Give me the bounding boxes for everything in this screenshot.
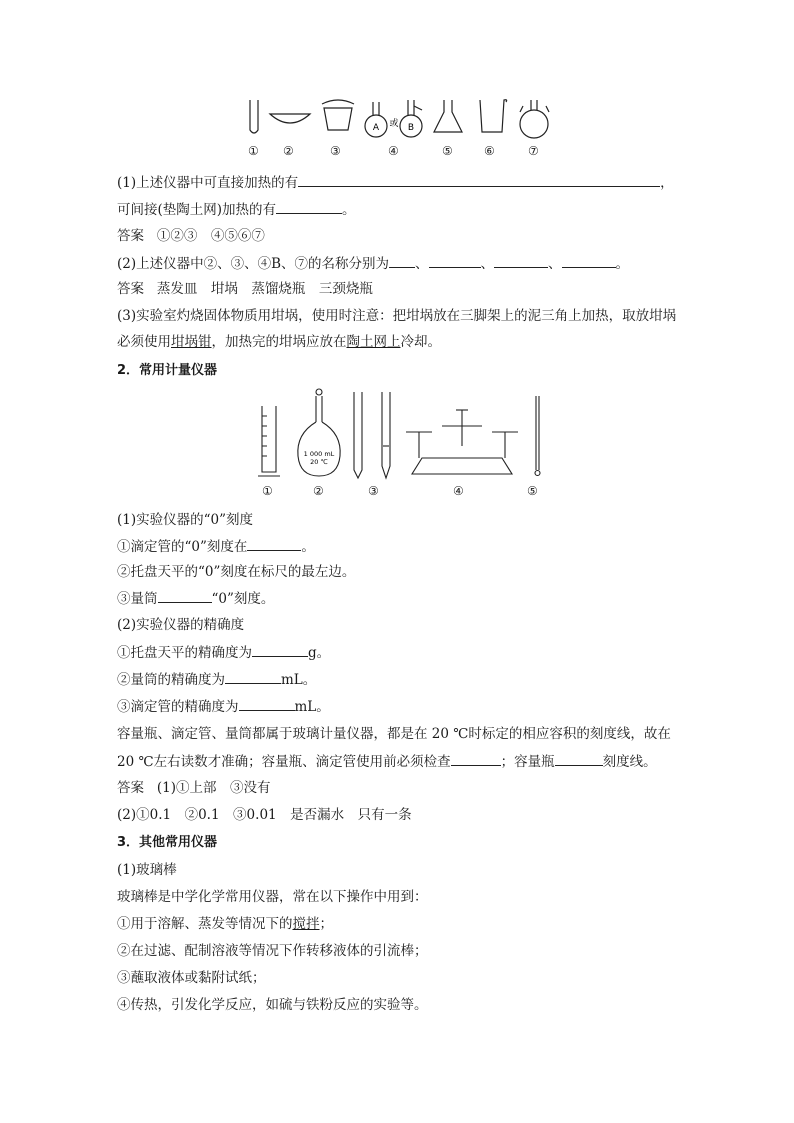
evaporating-dish-icon (270, 114, 310, 123)
question-2-text: (2)上述仪器中②、③、④B、⑦的名称分别为 (117, 256, 390, 272)
answer-blank (247, 536, 301, 551)
answer-blank (562, 253, 616, 268)
answer-blank (555, 751, 603, 766)
fig1-label-6: ⑥ (484, 144, 495, 158)
answer-2 (117, 279, 373, 299)
crucible-icon (324, 108, 352, 130)
test-tube-icon (250, 100, 258, 133)
zero-mark-item-3 (117, 588, 274, 609)
answer-3-line-2: (2)①0.1 ②0.1 ③0.01 是否漏水 只有一条 (117, 807, 412, 823)
fig1-label-2: ② (283, 144, 294, 158)
precision-item-1 (117, 642, 330, 663)
text-segment: 刻度线。 (602, 754, 657, 770)
separator: 、 (548, 256, 562, 272)
underlined-term: 陶土网上 (346, 334, 401, 350)
note-line-2 (117, 751, 657, 772)
answer-blank (158, 588, 212, 603)
punctuation: 。 (342, 202, 356, 218)
text-segment: ①托盘天平的精确度为 (117, 645, 252, 661)
glass-rod-use-1 (117, 914, 333, 934)
text-segment: ②量筒的精确度为 (117, 672, 225, 688)
balance-base-icon (412, 458, 512, 474)
text-segment: ③量筒 (117, 591, 158, 607)
answer-label: 答案 (117, 780, 144, 796)
flask-b-letter: B (407, 123, 415, 133)
glass-rod-use-3: ③蘸取液体或黏附试纸； (117, 970, 266, 986)
question-1-text: (1)上述仪器中可直接加热的有 (117, 175, 299, 191)
answer-blank (252, 642, 308, 657)
glass-rod-use-2: ②在过滤、配制溶液等情况下作转移液体的引流棒； (117, 943, 428, 959)
side-arm-icon (414, 106, 422, 110)
note-line-1: 容量瓶、滴定管、量筒都属于玻璃计量仪器，都是在 20 ℃时标定的相应容积的刻度线，故在 (117, 726, 671, 742)
text-segment: ，加热完的坩埚应放在 (211, 334, 347, 350)
fig1-label-5: ⑤ (442, 144, 453, 158)
flask-volume-label: 1 000 mL (303, 450, 335, 458)
burette-icon (382, 392, 390, 478)
answer-text: 蒸发皿 坩埚 蒸馏烧瓶 三颈烧瓶 (156, 281, 373, 297)
fig2-label-2: ② (313, 484, 324, 498)
question-1b-text: 可间接(垫陶土网)加热的有 (117, 202, 277, 218)
zero-mark-item-2: ②托盘天平的“0”刻度在标尺的最左边。 (117, 564, 356, 580)
question-1 (117, 172, 674, 193)
separator: 、 (415, 256, 429, 272)
answer-blank (494, 253, 548, 268)
question-3-line-2 (117, 332, 441, 352)
text-segment: 必须使用 (117, 334, 171, 350)
thermometer-icon (536, 396, 539, 470)
answer-blank (389, 253, 415, 268)
measuring-apparatus-figure (252, 386, 552, 482)
fig1-label-1: ① (248, 144, 259, 158)
answer-blank (276, 199, 342, 214)
text-segment: 20 ℃左右读数才准确；容量瓶、滴定管使用前必须检查 (117, 754, 451, 770)
text-segment: ；容量瓶 (500, 754, 555, 770)
fig1-label-7: ⑦ (528, 144, 539, 158)
text-segment: ①用于溶解、蒸发等情况下的 (117, 916, 293, 932)
burette-icon (354, 392, 362, 478)
flask-a-letter: A (372, 123, 380, 133)
glass-rod-subheading: (1)玻璃棒 (117, 862, 177, 878)
question-3-line-1: (3)实验室灼烧固体物质用坩埚，使用时注意：把坩埚放在三脚架上的泥三角上加热，取放坩埚 (117, 308, 677, 324)
fig2-label-1: ① (262, 484, 273, 498)
answer-text: (1)①上部 ③没有 (156, 780, 271, 796)
conical-flask-icon (434, 100, 462, 132)
question-2 (117, 253, 629, 274)
fig2-label-4: ④ (453, 484, 464, 498)
fig2-label-3: ③ (368, 484, 379, 498)
punctuation: 。 (615, 256, 630, 272)
volumetric-flask-icon (298, 422, 340, 476)
unit-text: g。 (308, 645, 331, 661)
section-2-heading: 2．常用计量仪器 (117, 363, 218, 378)
fig2-label-5: ⑤ (527, 484, 538, 498)
or-text: 或 (389, 119, 399, 129)
precision-title: (2)实验仪器的精确度 (117, 617, 245, 633)
heating-apparatus-figure (240, 96, 560, 142)
heating-apparatus-illustration (240, 96, 560, 142)
question-1-part-b (117, 199, 356, 220)
unit-text: mL。 (281, 672, 317, 688)
measuring-apparatus-illustration (252, 386, 552, 482)
separator: 、 (480, 256, 495, 272)
answer-1 (117, 226, 265, 246)
fig1-label-3: ③ (330, 144, 341, 158)
beaker-icon (480, 100, 507, 132)
text-segment: 冷却。 (400, 334, 441, 350)
underlined-term: 搅拌 (292, 916, 320, 932)
answer-blank (429, 253, 481, 268)
volumetric-flask-neck (316, 396, 322, 422)
underlined-term: 坩埚钳 (171, 334, 212, 350)
text-segment: ①滴定管的“0”刻度在 (117, 539, 248, 555)
crucible-lid-icon (322, 100, 354, 104)
answer-3 (117, 778, 271, 798)
answer-blank (239, 696, 295, 711)
answer-text: ①②③ ④⑤⑥⑦ (156, 228, 265, 244)
answer-label: 答案 (117, 281, 144, 297)
text-segment: ③滴定管的精确度为 (117, 699, 239, 715)
precision-item-2 (117, 669, 316, 690)
flask-temperature-label: 20 ℃ (310, 458, 328, 466)
answer-blank (298, 172, 660, 187)
fig1-label-4: ④ (388, 144, 399, 158)
unit-text: mL。 (294, 699, 330, 715)
answer-blank (225, 669, 281, 684)
text-segment: “0”刻度。 (211, 591, 275, 607)
three-neck-flask-icon (520, 110, 548, 138)
punctuation: ， (660, 175, 674, 191)
answer-label: 答案 (117, 228, 144, 244)
answer-blank (451, 751, 501, 766)
punctuation: ； (319, 916, 333, 932)
zero-mark-item-1 (117, 536, 315, 557)
zero-mark-title: (1)实验仪器的“0”刻度 (117, 512, 254, 528)
precision-item-3 (117, 696, 330, 717)
punctuation: 。 (301, 539, 315, 555)
glass-rod-use-4: ④传热，引发化学反应，如硫与铁粉反应的实验等。 (117, 997, 428, 1013)
glass-rod-intro: 玻璃棒是中学化学常用仪器，常在以下操作中用到： (117, 889, 428, 905)
section-3-heading: 3．其他常用仪器 (117, 835, 218, 850)
